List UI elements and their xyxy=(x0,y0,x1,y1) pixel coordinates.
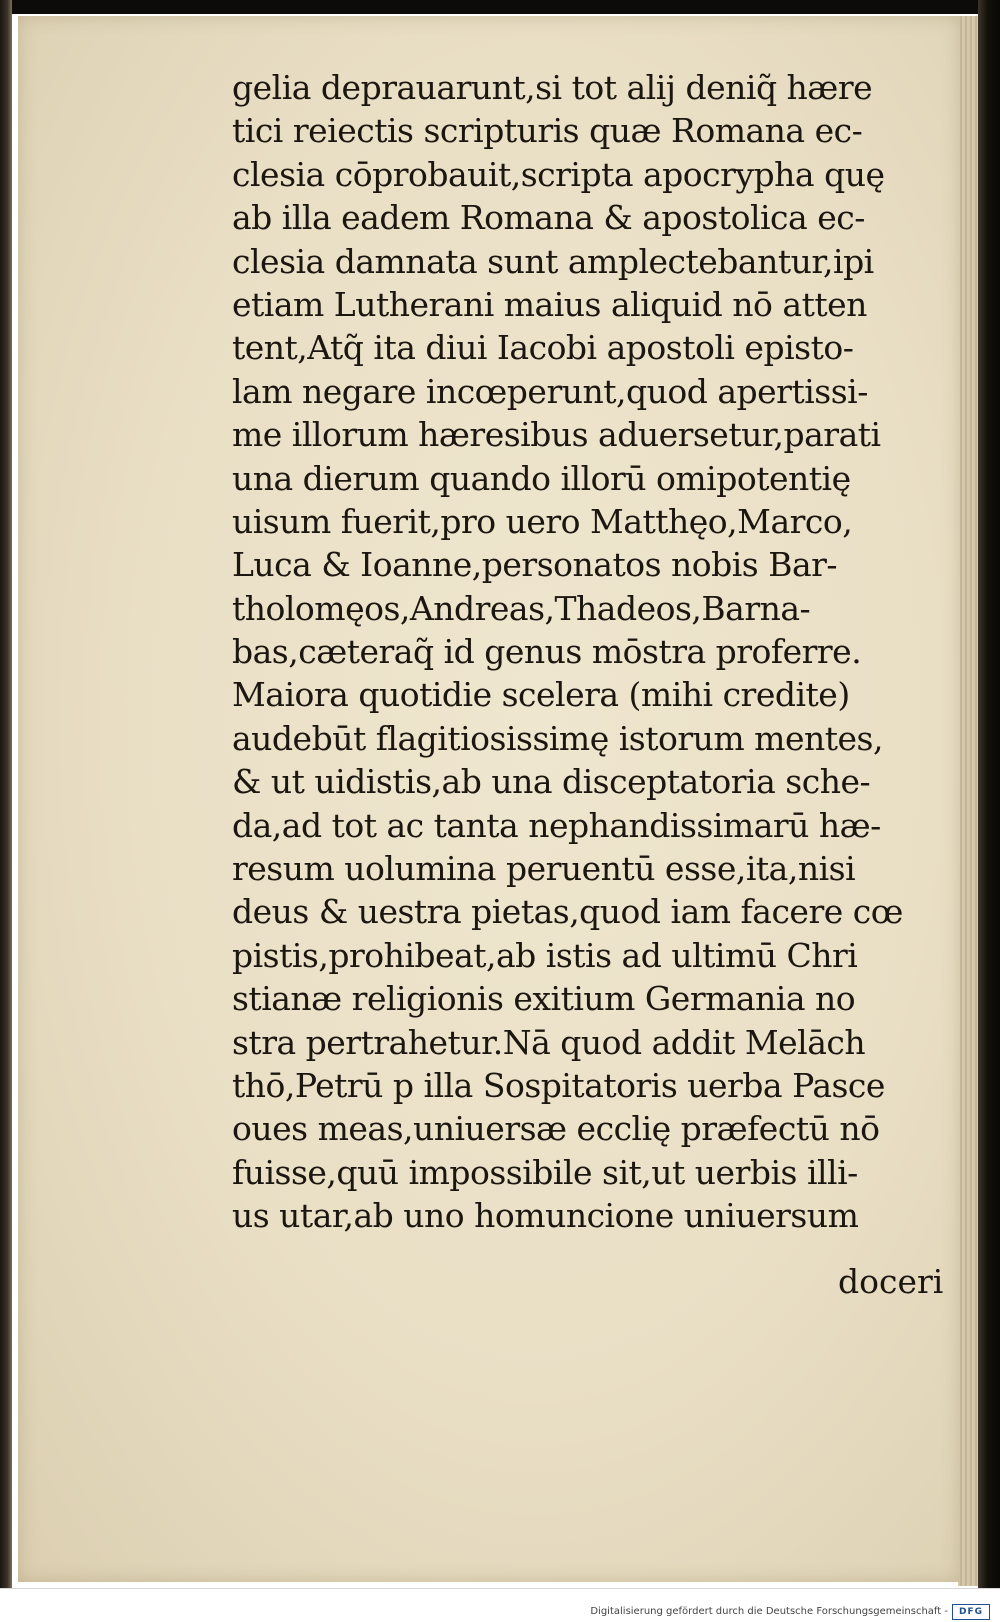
scan-top-border xyxy=(0,0,1000,14)
text-line: tent,Atq̃ ita diui Iacobi apostoli episto- xyxy=(232,328,854,368)
text-line: ab illa eadem Romana & apostolica ec- xyxy=(232,198,865,238)
text-line: gelia deprauarunt,si tot alij deniq̃ hære xyxy=(232,68,873,107)
text-line: & ut uidistis,ab una disceptatoria sche- xyxy=(232,762,871,802)
text-line: us utar,ab uno homuncione uniuersum xyxy=(232,1196,859,1236)
funding-note: Digitalisierung gefördert durch die Deutsche Forschungsgemeinschaft - xyxy=(590,1606,948,1617)
catchword: doceri xyxy=(838,1262,944,1301)
scan-right-border xyxy=(978,0,1000,1600)
text-line: pistis,prohibeat,ab istis ad ultimū Chri xyxy=(232,935,858,975)
text-line: resum uolumina peruentū esse,ita,nisi xyxy=(232,849,856,889)
text-line: etiam Lutherani maius aliquid nō atten xyxy=(232,284,867,324)
dfg-logo: DFG xyxy=(952,1604,990,1620)
text-line: Luca & Ioanne,personatos nobis Bar- xyxy=(232,545,838,585)
text-line: stra pertrahetur.Nā quod addit Melāch xyxy=(232,1022,866,1062)
text-line: tici reiectis scripturis quæ Romana ec- xyxy=(232,111,863,151)
scan-left-border xyxy=(0,0,12,1600)
text-line: fuisse,quū impossibile sit,ut uerbis illi- xyxy=(232,1152,858,1192)
text-line: clesia damnata sunt amplectebantur,ipi xyxy=(232,241,874,281)
text-line: oues meas,uniuersæ ecclię præfectū nō xyxy=(232,1109,880,1149)
text-line: Maiora quotidie scelera (mihi credite) xyxy=(232,675,850,715)
text-line: audebūt flagitiosissimę istorum mentes, xyxy=(232,718,883,758)
text-line: me illorum hæresibus aduersetur,parati xyxy=(232,415,881,455)
text-line: uisum fuerit,pro uero Matthęo,Marco, xyxy=(232,501,853,541)
text-line: lam negare incœperunt,quod apertissi- xyxy=(232,371,868,411)
text-line: clesia cōprobauit,scripta apocrypha quę xyxy=(232,154,885,194)
book-page-edges xyxy=(958,16,978,1586)
text-line: stianæ religionis exitium Germania no xyxy=(232,979,856,1019)
text-line: tholomęos,Andreas,Thadeos,Barna- xyxy=(232,588,811,628)
body-text xyxy=(232,66,942,1238)
text-line: deus & uestra pietas,quod iam facere cœ xyxy=(232,892,903,932)
text-line: bas,cæteraq̃ id genus mōstra proferre. xyxy=(232,632,862,672)
text-line: una dierum quando illorū omipotentię xyxy=(232,458,851,498)
text-line: da,ad tot ac tanta nephandissimarū hæ- xyxy=(232,805,881,845)
text-line: thō,Petrū p illa Sospitatoris uerba Pasce xyxy=(232,1065,885,1105)
